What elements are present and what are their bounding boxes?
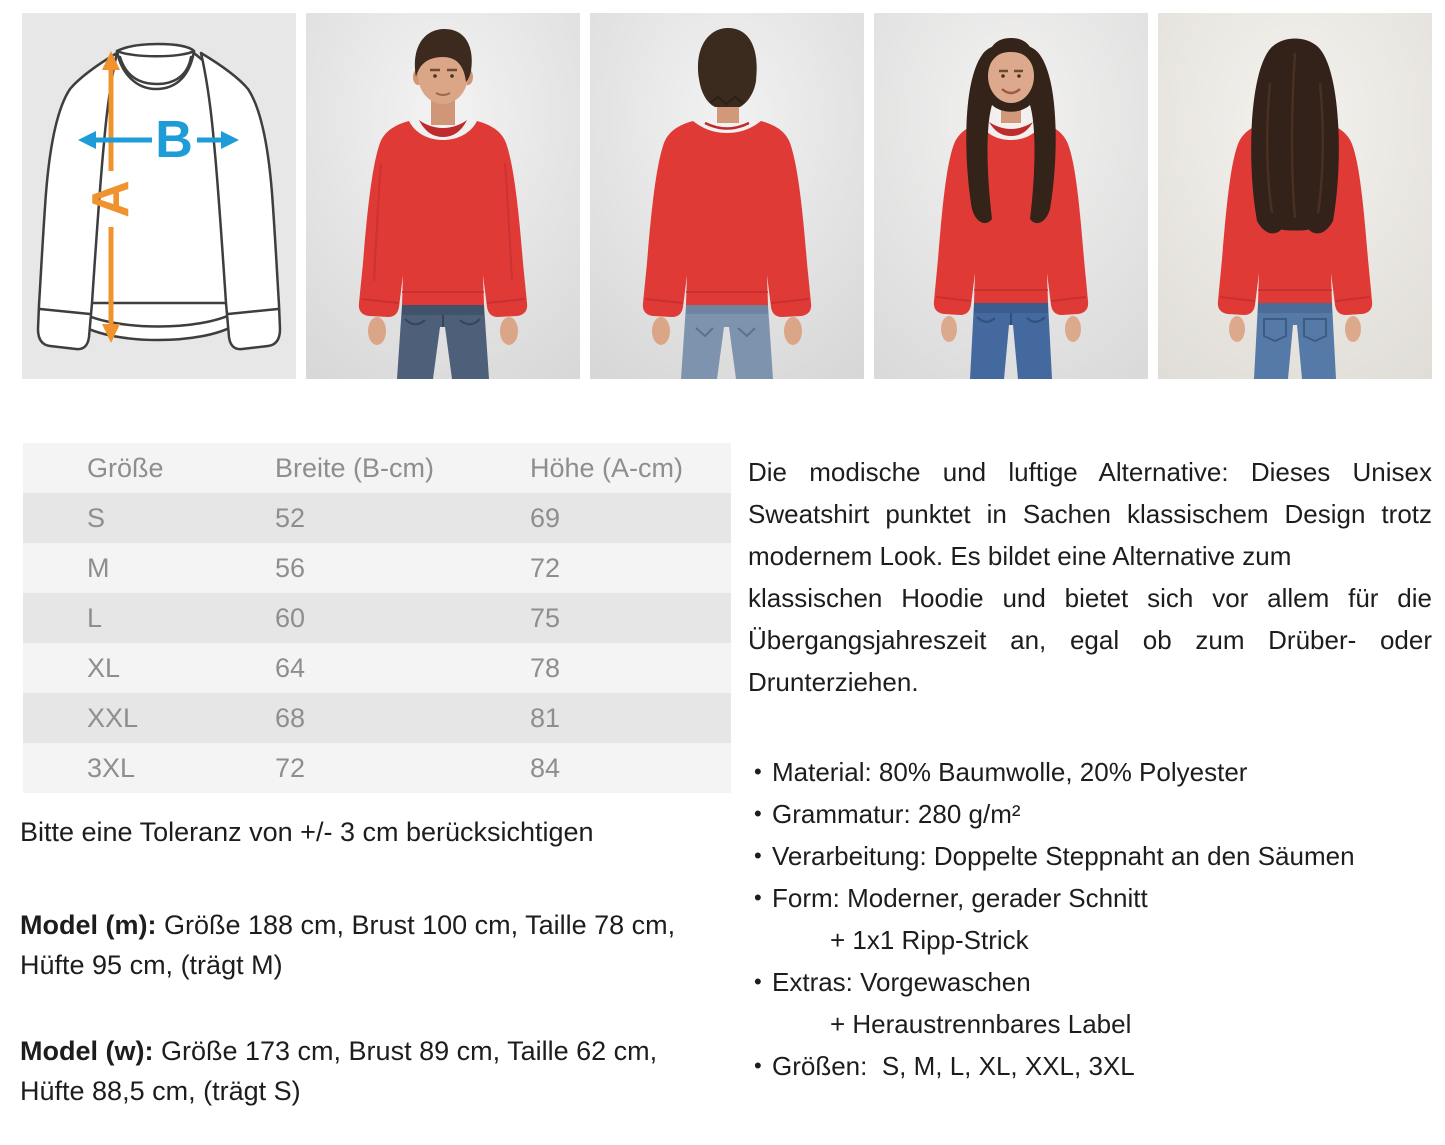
hand [652, 317, 670, 345]
hand [784, 317, 802, 345]
table-row [23, 543, 731, 593]
height-cell: 81 [530, 702, 561, 733]
size-cell: S [87, 502, 106, 533]
description-line: modernem Look. Es bildet eine Alternative zum [748, 541, 1292, 571]
photo-female-front [874, 13, 1148, 379]
hand [500, 317, 518, 345]
hand [368, 317, 386, 345]
bullet-icon: • [754, 801, 762, 826]
size-info-column [20, 443, 731, 1111]
hand [941, 316, 957, 342]
feature-sizes: • Größen: S, M, L, XL, XXL, 3XL [754, 1045, 1432, 1087]
width-cell: 56 [275, 552, 306, 583]
bullet-icon: • [754, 759, 762, 784]
feature-grammatur: • Grammatur: 280 g/m² [754, 793, 1432, 835]
width-cell: 52 [275, 502, 306, 533]
model-female-line2: Hüfte 88,5 cm, (trägt S) [20, 1076, 301, 1106]
table-row [23, 693, 731, 743]
table-row [23, 643, 731, 693]
column-header-width: Breite (B-cm) [275, 452, 435, 483]
height-cell: 75 [530, 602, 561, 633]
width-cell: 72 [275, 752, 306, 783]
female-back-illustration [1158, 13, 1432, 379]
model-female-label: Model (w): [20, 1036, 154, 1066]
size-cell: 3XL [87, 752, 136, 783]
width-cell: 60 [275, 602, 306, 633]
model-male-measurements [20, 905, 731, 985]
model-male-line2: Hüfte 95 cm, (trägt M) [20, 950, 283, 980]
sweatshirt [359, 121, 527, 317]
height-arrow-label: A [82, 180, 140, 218]
height-cell: 84 [530, 752, 561, 783]
table-row [23, 493, 731, 543]
feature-list [748, 751, 1432, 1087]
size-table-header-row [23, 443, 731, 493]
description-line: Die modische und luftige Alternative: Dieses Unisex [748, 457, 1432, 487]
column-header-size: Größe [87, 452, 164, 483]
product-image-row [0, 0, 1445, 379]
tolerance-note: Bitte eine Toleranz von +/- 3 cm berücksichtigen [20, 817, 594, 847]
table-row [23, 743, 731, 793]
sweatshirt [934, 123, 1088, 315]
sweatshirt-outline [38, 44, 280, 349]
sweatshirt [643, 121, 811, 317]
bullet-icon: • [754, 1053, 762, 1078]
height-cell: 69 [530, 502, 561, 533]
description-line: Drunterziehen. [748, 667, 919, 697]
hand [1229, 316, 1245, 342]
description-line: Übergangsjahreszeit an, egal ob zum Drüber- oder [748, 625, 1432, 655]
hand [1065, 316, 1081, 342]
male-front-illustration [306, 13, 580, 379]
photo-male-front [306, 13, 580, 379]
width-cell: 64 [275, 652, 306, 683]
height-cell: 78 [530, 652, 561, 683]
description-column [748, 443, 1432, 1111]
model-female-line1: Größe 173 cm, Brust 89 cm, Taille 62 cm, [153, 1036, 658, 1066]
feature-extras-continued: + Heraustrennbares Label [830, 1009, 1132, 1039]
product-info-section [0, 443, 1445, 1111]
width-arrow-label: B [155, 111, 193, 169]
size-cell: L [87, 602, 103, 633]
photo-male-back [590, 13, 864, 379]
feature-verarbeitung: • Verarbeitung: Doppelte Steppnaht an den Säumen [754, 835, 1432, 877]
female-front-illustration [874, 13, 1148, 379]
size-cell: XL [87, 652, 121, 683]
size-diagram-illustration [22, 13, 296, 379]
size-diagram [22, 13, 296, 379]
feature-material: • Material: 80% Baumwolle, 20% Polyester [754, 751, 1432, 793]
width-cell: 68 [275, 702, 306, 733]
model-female-measurements [20, 1031, 731, 1111]
description-line: Sweatshirt punktet in Sachen klassischem Design trotz [748, 499, 1432, 529]
bullet-icon: • [754, 885, 762, 910]
feature-form: • Form: Moderner, gerader Schnitt [754, 877, 1432, 919]
size-cell: XXL [87, 702, 139, 733]
model-male-label: Model (m): [20, 910, 157, 940]
photo-female-back [1158, 13, 1432, 379]
bullet-icon: • [754, 969, 762, 994]
feature-form-continued: + 1x1 Ripp-Strick [830, 925, 1029, 955]
hand [1345, 316, 1361, 342]
feature-extras: • Extras: Vorgewaschen [754, 961, 1432, 1003]
model-male-line1: Größe 188 cm, Brust 100 cm, Taille 78 cm, [156, 910, 676, 940]
table-row [23, 593, 731, 643]
hair-back [698, 28, 757, 107]
height-cell: 72 [530, 552, 561, 583]
description-line: klassischen Hoodie und bietet sich vor allem für die [748, 583, 1432, 613]
bullet-icon: • [754, 843, 762, 868]
product-description [748, 451, 1432, 703]
male-back-illustration [590, 13, 864, 379]
column-header-height: Höhe (A-cm) [530, 452, 684, 483]
size-table [23, 443, 731, 793]
size-cell: M [87, 552, 110, 583]
